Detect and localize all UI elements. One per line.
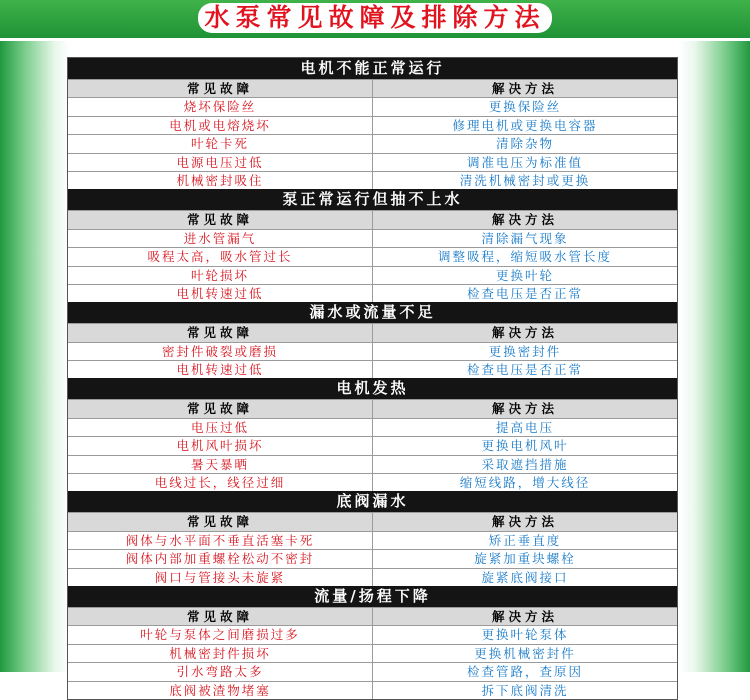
- solution-cell: 修理电机或更换电容器: [452, 117, 598, 133]
- fault-cell: 底阀被渣物堵塞: [68, 682, 373, 699]
- header-solution: 解决方法: [491, 401, 558, 417]
- solution-cell: 更换叶轮泵体: [481, 627, 569, 643]
- fault-cell: 机械密封吸住: [68, 172, 373, 189]
- fault-cell: 阀口与管接头未旋紧: [68, 569, 373, 586]
- fault-cell: 电机转速过低: [68, 361, 373, 378]
- solution-cell: 更换电机风叶: [481, 438, 569, 454]
- table-row: [68, 549, 677, 567]
- fault-cell: 电机风叶损坏: [68, 437, 373, 454]
- solution-cell: 更换叶轮: [495, 267, 554, 283]
- fault-cell: 密封件破裂或磨损: [68, 343, 373, 360]
- fault-cell: 叶轮卡死: [68, 135, 373, 152]
- section-header-row: [68, 399, 677, 417]
- table-row: [68, 418, 677, 436]
- table-row: [68, 473, 677, 491]
- solution-cell: 更换密封件: [488, 343, 562, 359]
- header-solution: 解决方法: [491, 212, 558, 228]
- table-row: [68, 644, 677, 662]
- solution-cell: 提高电压: [495, 419, 554, 435]
- solution-cell: 旋紧底阀接口: [481, 569, 569, 585]
- header-solution: 解决方法: [491, 514, 558, 530]
- solution-cell: 调整吸程，缩短吸水管长度: [437, 249, 612, 265]
- solution-cell: 更换机械密封件: [474, 645, 576, 661]
- table-row: [68, 662, 677, 680]
- fault-cell: 烧坏保险丝: [68, 98, 373, 115]
- table-row: [68, 681, 677, 699]
- header-solution: 解决方法: [491, 325, 558, 341]
- table-row: [68, 568, 677, 586]
- section-header-row: [68, 79, 677, 97]
- section-header-row: [68, 607, 677, 625]
- section-header-row: [68, 512, 677, 530]
- solution-cell: 更换保险丝: [488, 99, 562, 115]
- header-fault: 常见故障: [68, 608, 373, 625]
- section-title: 流量/扬程下降: [68, 586, 677, 607]
- fault-cell: 暑天暴晒: [68, 456, 373, 473]
- fault-cell: 电机转速过低: [68, 285, 373, 302]
- page-title: 水泵常见故障及排除方法: [198, 3, 552, 33]
- solution-cell: 拆下底阀清洗: [481, 682, 569, 698]
- fault-cell: 引水弯路太多: [68, 663, 373, 680]
- fault-cell: 进水管漏气: [68, 230, 373, 247]
- solution-cell: 旋紧加重块螺栓: [474, 551, 576, 567]
- fault-cell: 叶轮损坏: [68, 267, 373, 284]
- fault-cell: 阀体与水平面不垂直活塞卡死: [68, 532, 373, 549]
- solution-cell: 矫正垂直度: [488, 532, 562, 548]
- title-banner: [0, 0, 750, 41]
- section-header-row: [68, 210, 677, 228]
- solution-cell: 检查管路，查原因: [466, 664, 583, 680]
- section-header-row: [68, 323, 677, 341]
- table-row: [68, 153, 677, 171]
- table-row: [68, 97, 677, 115]
- section-title: 底阀漏水: [68, 491, 677, 512]
- fault-cell: 吸程太高，吸水管过长: [68, 248, 373, 265]
- fault-cell: 电线过长，线径过细: [68, 474, 373, 491]
- solution-cell: 检查电压是否正常: [466, 362, 583, 378]
- fault-cell: 阀体内部加重螺栓松动不密封: [68, 550, 373, 567]
- solution-cell: 缩短线路，增大线径: [459, 475, 591, 491]
- solution-cell: 检查电压是否正常: [466, 285, 583, 301]
- header-fault: 常见故障: [68, 80, 373, 97]
- table-row: [68, 229, 677, 247]
- solution-cell: 清洗机械密封或更换: [459, 172, 591, 188]
- header-solution: 解决方法: [491, 608, 558, 624]
- header-fault: 常见故障: [68, 513, 373, 530]
- table-row: [68, 436, 677, 454]
- table-row: [68, 134, 677, 152]
- table-row: [68, 625, 677, 643]
- table-row: [68, 284, 677, 302]
- table-row: [68, 171, 677, 189]
- table-row: [68, 455, 677, 473]
- section-title: 电机不能正常运行: [68, 58, 677, 79]
- section-title: 电机发热: [68, 378, 677, 399]
- table-row: [68, 266, 677, 284]
- fault-cell: 机械密封件损坏: [68, 645, 373, 662]
- fault-cell: 叶轮与泵体之间磨损过多: [68, 626, 373, 643]
- solution-cell: 清除杂物: [495, 136, 554, 152]
- table-row: [68, 360, 677, 378]
- header-solution: 解决方法: [491, 81, 558, 96]
- table-row: [68, 116, 677, 134]
- table-row: [68, 342, 677, 360]
- fault-cell: 电机或电熔烧坏: [68, 117, 373, 134]
- solution-cell: 调准电压为标准值: [466, 154, 583, 170]
- header-fault: 常见故障: [68, 211, 373, 228]
- table-row: [68, 247, 677, 265]
- solution-cell: 采取遮挡措施: [481, 456, 569, 472]
- solution-cell: 清除漏气现象: [481, 230, 569, 246]
- section-title: 泵正常运行但抽不上水: [68, 189, 677, 210]
- header-fault: 常见故障: [68, 324, 373, 341]
- fault-cell: 电源电压过低: [68, 154, 373, 171]
- header-fault: 常见故障: [68, 400, 373, 417]
- fault-table: [67, 57, 678, 700]
- table-row: [68, 531, 677, 549]
- fault-cell: 电压过低: [68, 419, 373, 436]
- section-title: 漏水或流量不足: [68, 302, 677, 323]
